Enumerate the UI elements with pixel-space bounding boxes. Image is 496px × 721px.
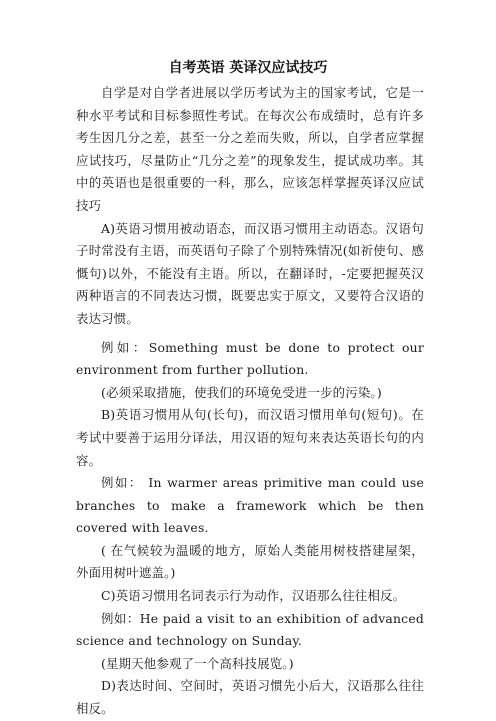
paragraph-rule-b: B)英语习惯用从句(长句)，而汉语习惯用单句(短句)。在考试中要善于运用分译法，用汉语的短句来表达英语长句的内容。 <box>76 407 424 468</box>
document-title: 自考英语 英译汉应试技巧 <box>168 60 328 76</box>
paragraph-example-a: 例如：Something must be done to protect our environment from further pollution. <box>76 339 424 378</box>
paragraph-rule-d: D)表达时间、空间时，英语习惯先小后大，汉语那么往往相反。 <box>76 678 424 717</box>
paragraph-intro: 自学是对自学者进展以学历考试为主的国家考试，它是一种水平考试和目标参照性考试。在每次公布成绩时，总有许多考生因几分之差，甚至一分之差而失败，所以，自学者应掌握应试技巧，尽量防止“几分之差”的现象发生，提试成功率。其中的英语也是很重要的一科，那么，应该怎样掌握英译汉应试技巧 <box>76 85 424 213</box>
document-body <box>76 82 424 721</box>
paragraph-example-c: 例如：He paid a visit to an exhibition of advanced science and technology on Sunday. <box>76 610 424 649</box>
paragraph-translation-b: ( 在气候较为温暖的地方，原始人类能用树枝搭建屋架，外面用树叶遮盖。) <box>76 542 424 581</box>
paragraph-translation-c: (星期天他参观了一个高科技展览。) <box>101 655 294 671</box>
paragraph-rule-a: A)英语习惯用被动语态，而汉语习惯用主动语态。汉语句子时常没有主语，而英语句子除了个别特殊情况(如祈使句、感慨句)以外，不能没有主语。所以，在翻译时，-定要把握英汉两种语言的不同表达习惯，既要忠实于原文，又要符合汉语的表达习惯。 <box>76 220 424 326</box>
paragraph-translation-a: (必须采取措施，使我们的环境免受进一步的污染。) <box>101 384 382 400</box>
paragraph-example-b: 例如： In warmer areas primitive man could use branches to make a framework which be then covered with leaves. <box>76 475 424 536</box>
paragraph-rule-c: C)英语习惯用名词表示行为动作，汉语那么往往相反。 <box>101 588 406 604</box>
